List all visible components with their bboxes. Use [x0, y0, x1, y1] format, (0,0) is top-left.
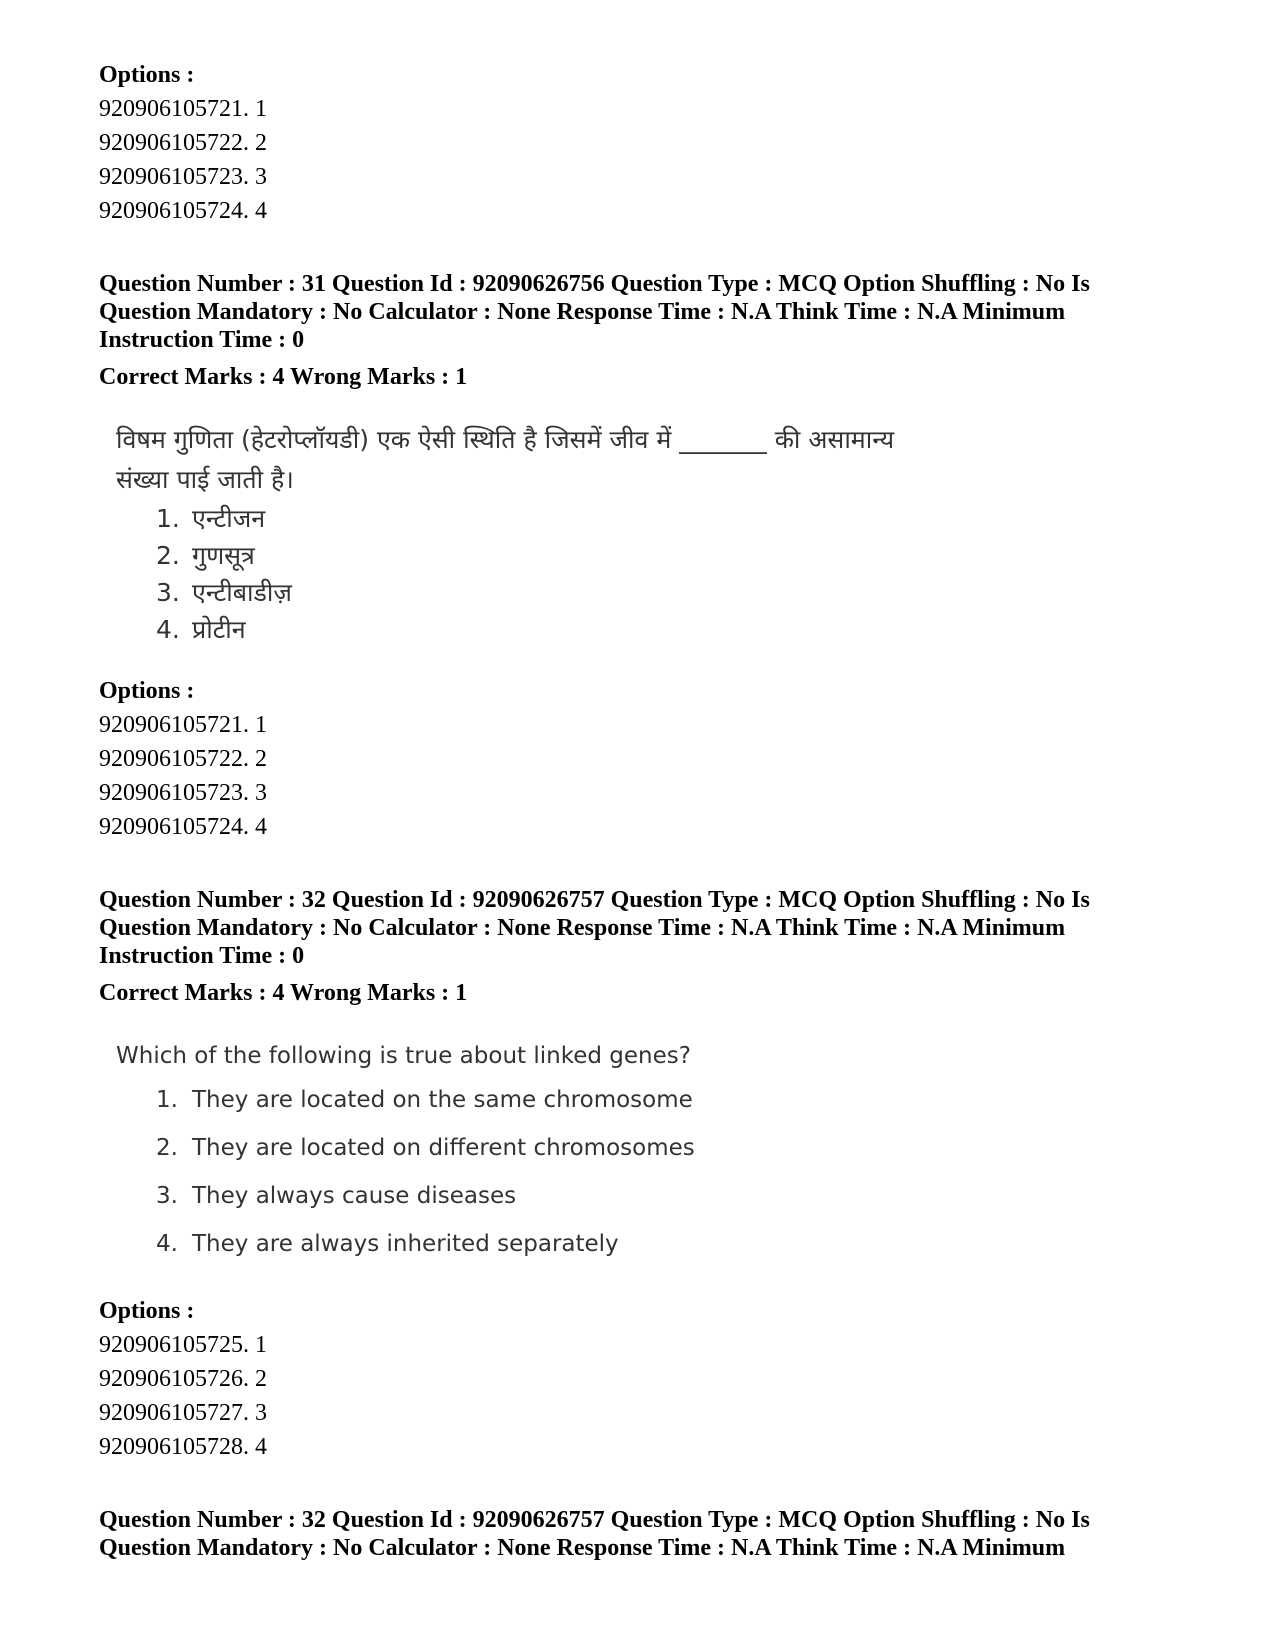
question-stem-line: संख्या पाई जाती है। — [116, 465, 294, 494]
answer-choice — [156, 1076, 1179, 1124]
question-meta-line: Question Number : 31 Question Id : 92090626756 Question Type : MCQ Option Shuffling : No Is — [99, 271, 1090, 297]
answer-choice-text: They are located on the same chromosome — [192, 1087, 693, 1113]
answer-choice-number: 1. — [156, 1087, 178, 1113]
question-meta-line: Question Mandatory : No Calculator : None Response Time : N.A Think Time : N.A Minimum — [99, 1535, 1066, 1561]
question-marks: Correct Marks : 4 Wrong Marks : 1 — [99, 364, 468, 390]
option-line: 920906105725. 1 — [99, 1332, 267, 1358]
option-line: 920906105722. 2 — [99, 746, 267, 772]
answer-choice-number: 2. — [156, 1135, 178, 1161]
question-content — [116, 420, 1179, 648]
answer-choice — [156, 1172, 1179, 1220]
question-meta-line: Instruction Time : 0 — [99, 327, 305, 353]
option-line: 920906105721. 1 — [99, 96, 267, 122]
question-meta — [99, 1506, 1179, 1562]
question-stem-line: विषम गुणिता (हेटरोप्लॉयडी) एक ऐसी स्थिति है जिसमें जीव में _______ की असामान्य — [116, 425, 895, 454]
options-heading: Options : — [99, 1298, 195, 1324]
question-content — [116, 1036, 1179, 1268]
answer-choice-text: एन्टीजन — [192, 504, 266, 533]
answer-choice-number: 3. — [156, 578, 180, 607]
answer-choice-text: They are always inherited separately — [192, 1231, 619, 1257]
options-block — [99, 1294, 1179, 1464]
option-line: 920906105722. 2 — [99, 130, 267, 156]
option-line: 920906105726. 2 — [99, 1366, 267, 1392]
question-meta-line: Question Number : 32 Question Id : 92090626757 Question Type : MCQ Option Shuffling : No Is — [99, 1507, 1090, 1533]
option-line: 920906105724. 4 — [99, 198, 267, 224]
question-stem: Which of the following is true about linked genes? — [116, 1043, 691, 1069]
question-marks: Correct Marks : 4 Wrong Marks : 1 — [99, 980, 468, 1006]
answer-choice-number: 1. — [156, 504, 180, 533]
question-32 — [99, 886, 1179, 1464]
answer-choice — [156, 1220, 1179, 1268]
question-meta — [99, 886, 1179, 970]
question-31 — [99, 270, 1179, 844]
answer-choice-number: 3. — [156, 1183, 178, 1209]
options-block — [99, 674, 1179, 844]
answer-choice — [156, 1124, 1179, 1172]
question-meta-line: Instruction Time : 0 — [99, 943, 305, 969]
options-heading: Options : — [99, 678, 195, 704]
question-meta-line: Question Mandatory : No Calculator : None Response Time : N.A Think Time : N.A Minimum — [99, 299, 1066, 325]
answer-choice-number: 4. — [156, 615, 180, 644]
answer-choice — [156, 537, 1179, 574]
answer-choice-text: प्रोटीन — [192, 615, 246, 644]
option-line: 920906105724. 4 — [99, 814, 267, 840]
answer-choice-text: They are located on different chromosomes — [192, 1135, 695, 1161]
document-page — [99, 58, 1179, 1562]
question-meta-line: Question Number : 32 Question Id : 92090626757 Question Type : MCQ Option Shuffling : No Is — [99, 887, 1090, 913]
question-meta — [99, 270, 1179, 354]
option-line: 920906105727. 3 — [99, 1400, 267, 1426]
answer-choice-number: 4. — [156, 1231, 178, 1257]
answer-choice — [156, 611, 1179, 648]
answer-choice-number: 2. — [156, 541, 180, 570]
top-options-block — [99, 58, 1179, 228]
answer-choice-text: एन्टीबाडीज़ — [192, 578, 292, 607]
options-heading: Options : — [99, 62, 195, 88]
option-line: 920906105723. 3 — [99, 780, 267, 806]
answer-choice-text: गुणसूत्र — [192, 541, 255, 570]
option-line: 920906105728. 4 — [99, 1434, 267, 1460]
answer-choice-text: They always cause diseases — [192, 1183, 517, 1209]
option-line: 920906105723. 3 — [99, 164, 267, 190]
answer-choice — [156, 500, 1179, 537]
answer-choice — [156, 574, 1179, 611]
question-meta-line: Question Mandatory : No Calculator : None Response Time : N.A Think Time : N.A Minimum — [99, 915, 1066, 941]
question-32-repeat — [99, 1506, 1179, 1562]
option-line: 920906105721. 1 — [99, 712, 267, 738]
